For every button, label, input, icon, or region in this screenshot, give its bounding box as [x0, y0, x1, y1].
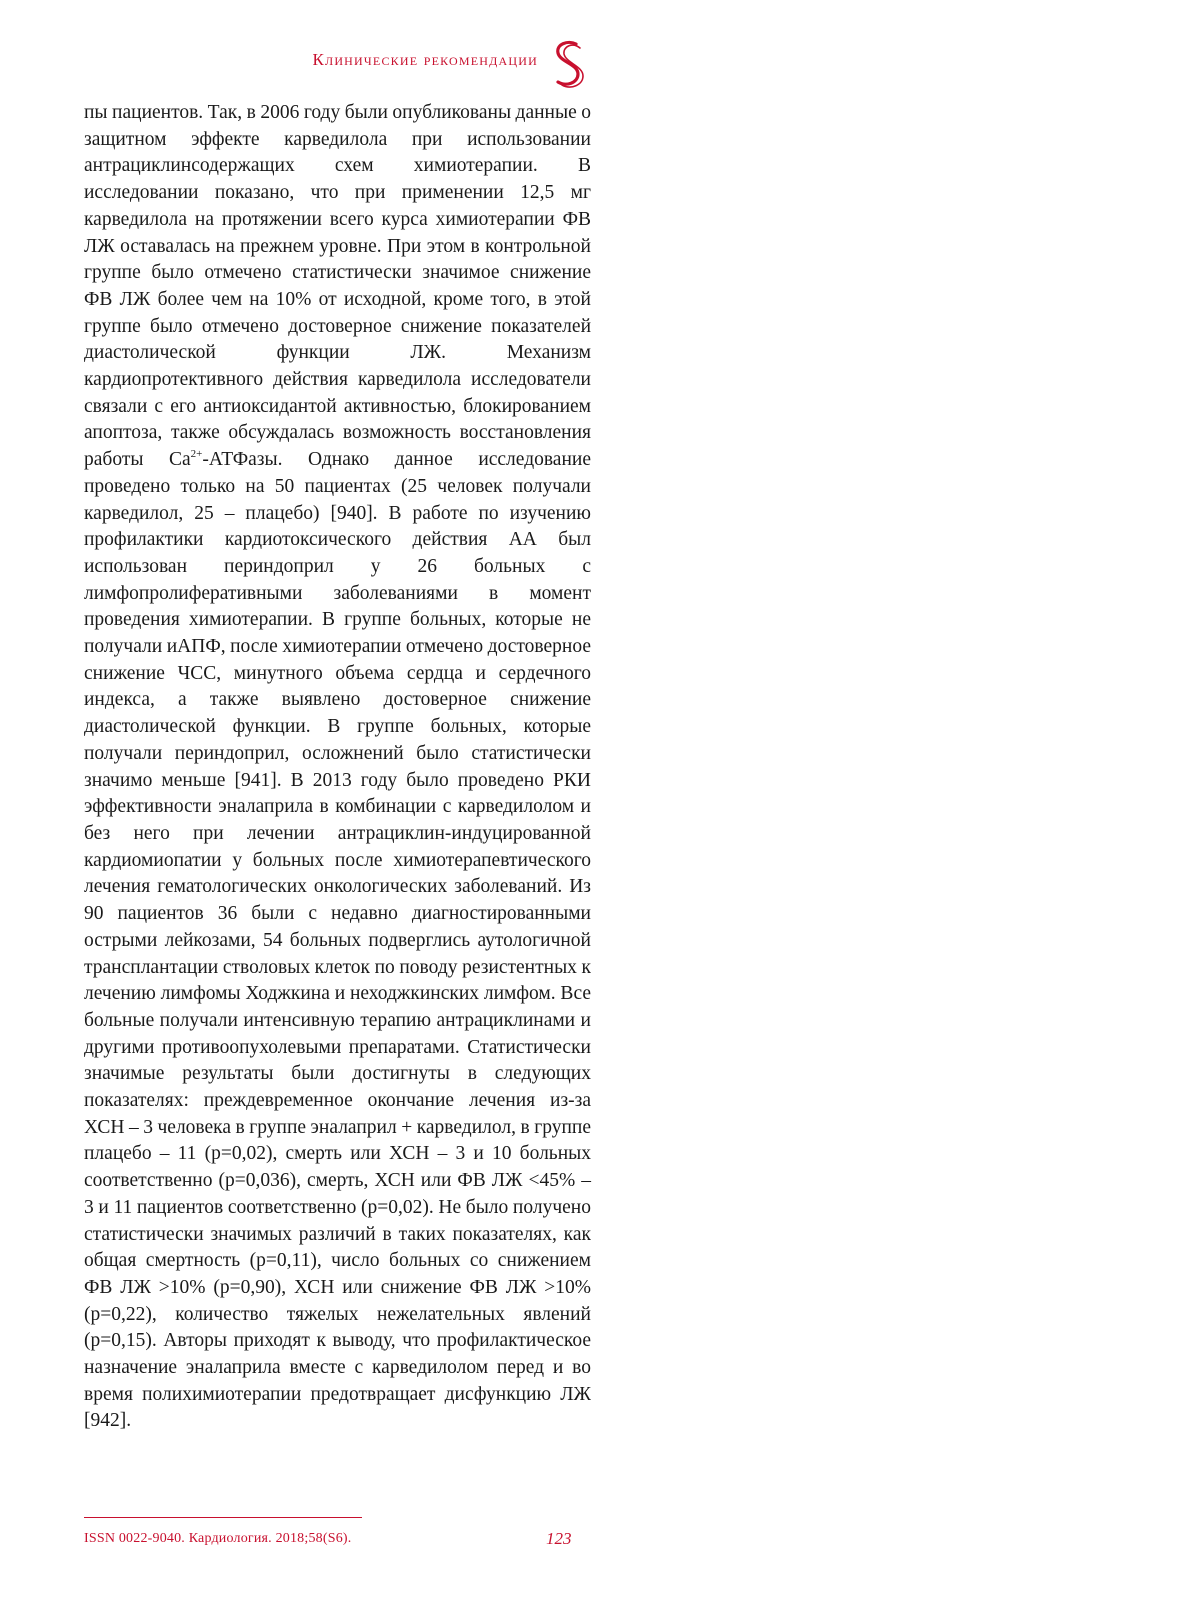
body-text-part-2: -АТФазы. Однако данное исследование проведено только на 50 пациентах (25 человек получали карведилол, 25 – плацебо) [940]. В работе по изучению профилактики кардиотоксического действия АА был использован периндоприл у 26 больных с лимфопролиферативными заболеваниями в момент проведения химиотерапии. В группе больных, которые не получали иАПФ, после химиотерапии отмечено достоверное снижение ЧСС, минутного объема сердца и сердечного индекса, а также выявлено достоверное снижение диастолической функции. В группе больных, которые получали периндоприл, осложнений было статистически значимо меньше [941]. В 2013 году было проведено РКИ эффективности эналаприла в комбинации с карведилолом и без него при лечении антрациклин-индуцированной кардиомиопатии у больных после химиотерапевтического лечения гематологических онкологических заболеваний. Из 90 пациентов 36 были с недавно диагностированными острыми лейкозами, 54 больных подверглись аутологичной трансплантации стволовых клеток по поводу резистентных к лечению лимфомы Ходжкина и неходжкинских лимфом. Все больные получали интенсивную терапию антрациклинами и другими противоопухолевыми препаратами. Статистически значимые результаты были достигнуты в следующих показателях: преждевременное окончание лечения из-за ХСН – 3 человека в группе эналаприл + карведилол, в группе плацебо – 11 (p=0,02), смерть или ХСН – 3 и 10 больных соответственно (p=0,036), смерть, ХСН или ФВ ЛЖ <45% – 3 и 11 пациентов соответственно (p=0,02). Не было получено статистически значимых различий в таких показателях, как общая смертность (p=0,11), число больных со снижением ФВ ЛЖ >10% (p=0,90), ХСН или снижение ФВ ЛЖ >10% (p=0,22), количество тяжелых нежелательных явлений (p=0,15). Авторы приходят к выводу, что профилактическое назначение эналаприла вместе с карведилолом перед и во время полихимиотерапии предотвращает дисфункцию ЛЖ [942]. — [84, 449, 591, 1432]
article-body-text — [84, 100, 591, 1435]
page-number: 123 — [546, 1529, 572, 1548]
section-title: Клинические рекомендации — [312, 50, 538, 69]
journal-logo-icon — [546, 38, 590, 90]
body-text-part-1: пы пациентов. Так, в 2006 году были опубликованы данные о защитном эффекте карведилола при использовании антрациклинсодержащих схем химиотерапии. В исследовании показано, что при применении 12,5 мг карведилола на протяжении всего курса химиотерапии ФВ ЛЖ оставалась на прежнем уровне. При этом в контрольной группе было отмечено статистически значимое снижение ФВ ЛЖ более чем на 10% от исходной, кроме того, в этой группе было отмечено достоверное снижение показателей диастолической функции ЛЖ. Механизм кардиопротективного действия карведилола исследователи связали с его антиоксидантой активностью, блокированием апоптоза, также обсуждалась возможность восстановления работы Ca — [84, 102, 591, 471]
footer-citation: ISSN 0022-9040. Кардиология. 2018;58(S6). — [84, 1531, 352, 1546]
ion-charge-superscript: 2+ — [190, 448, 203, 461]
running-header — [200, 38, 592, 90]
footer-divider — [84, 1517, 362, 1518]
